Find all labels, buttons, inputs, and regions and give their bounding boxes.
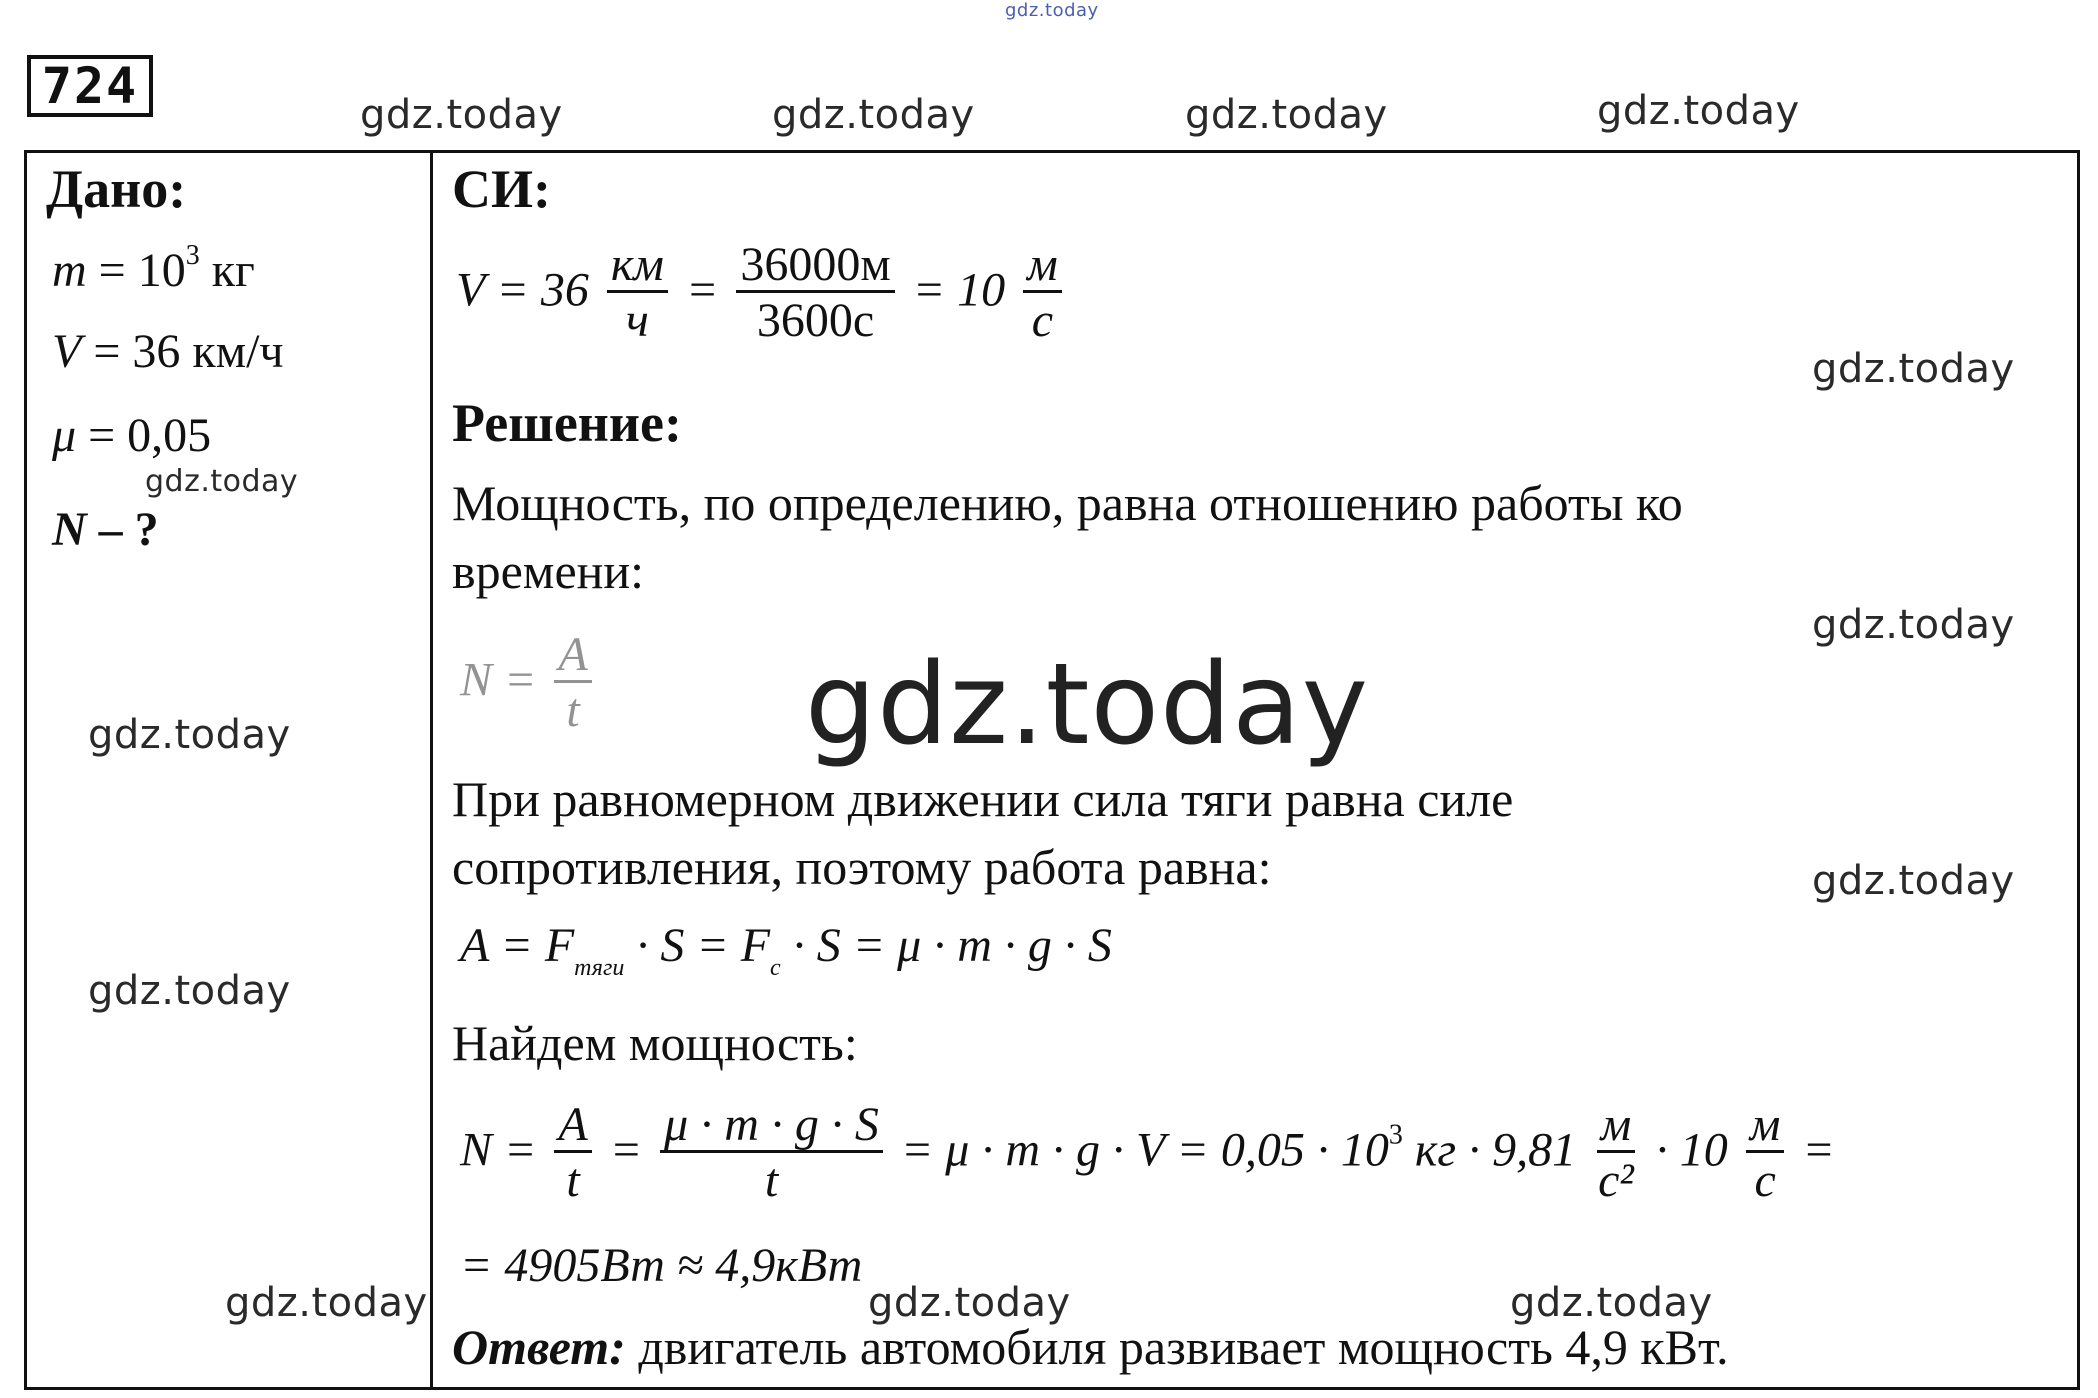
formula-power-definition: N = $\frac{A}{t}$	[460, 630, 598, 739]
solution-text-5: Найдем мощность:	[452, 1015, 858, 1071]
problem-number: 724	[27, 55, 153, 117]
watermark: gdz.today	[1812, 346, 2015, 392]
solution-heading: Решение:	[452, 393, 682, 453]
formula-power-calc: N = $\frac{A}{t}$ = $\frac{\mu \cdot m \cdot g \cdot S}{t}$ = $\mu \cdot m \cdot g \cdot V = 0,05 \cdot 10^3$ кг · 9,81 $\frac{м}{\text{с²}}$ · 10 $\frac{м}{с}$ =	[460, 1098, 1835, 1208]
watermark: gdz.today	[88, 712, 291, 758]
watermark: gdz.today	[360, 92, 563, 138]
given-speed: V = 36 км/ч	[52, 325, 284, 378]
si-conversion: V = 36 $\frac{км}{ч}$ = $\frac{36000м}{3600с}$ = 10 $\frac{м}{с}$	[456, 240, 1068, 349]
column-divider	[430, 150, 433, 1390]
watermark: gdz.today	[1812, 858, 2015, 904]
watermark-large: gdz.today	[805, 640, 1370, 770]
solution-text-4: сопротивления, поэтому работа равна:	[452, 839, 1272, 895]
watermark: gdz.today	[88, 968, 291, 1014]
solution-text-3: При равномерном движении сила тяги равна силе	[452, 771, 1514, 827]
given-mass: $m = 10^3$ кг	[52, 240, 255, 297]
answer-text: двигатель автомобиля развивает мощность 4,9 кВт.	[625, 1319, 1729, 1375]
solution-text-1: Мощность, по определению, равна отношению работы ко	[452, 475, 1683, 531]
watermark: gdz.today	[1510, 1280, 1713, 1326]
formula-power-result: = 4905Вт ≈ 4,9кВт	[460, 1239, 863, 1292]
watermark-top: gdz.today	[1005, 0, 1099, 21]
watermark: gdz.today	[225, 1280, 428, 1326]
watermark: gdz.today	[772, 92, 975, 138]
watermark: gdz.today	[868, 1280, 1071, 1326]
answer	[452, 1318, 1729, 1376]
given-friction: μ = 0,05	[52, 409, 212, 462]
watermark: gdz.today	[1812, 602, 2015, 648]
given-heading: Дано:	[46, 159, 187, 219]
given-unknown: N – ?	[52, 503, 159, 556]
solution-text-2: времени:	[452, 543, 645, 599]
answer-label: Ответ:	[452, 1319, 626, 1375]
si-heading: СИ:	[452, 159, 551, 219]
watermark: gdz.today	[1597, 88, 1800, 134]
watermark: gdz.today	[1185, 92, 1388, 138]
formula-work: $A = F_{тяги} \cdot S = F_c \cdot S = \mu \cdot m \cdot g \cdot S$	[460, 919, 1112, 981]
watermark: gdz.today	[145, 464, 299, 499]
